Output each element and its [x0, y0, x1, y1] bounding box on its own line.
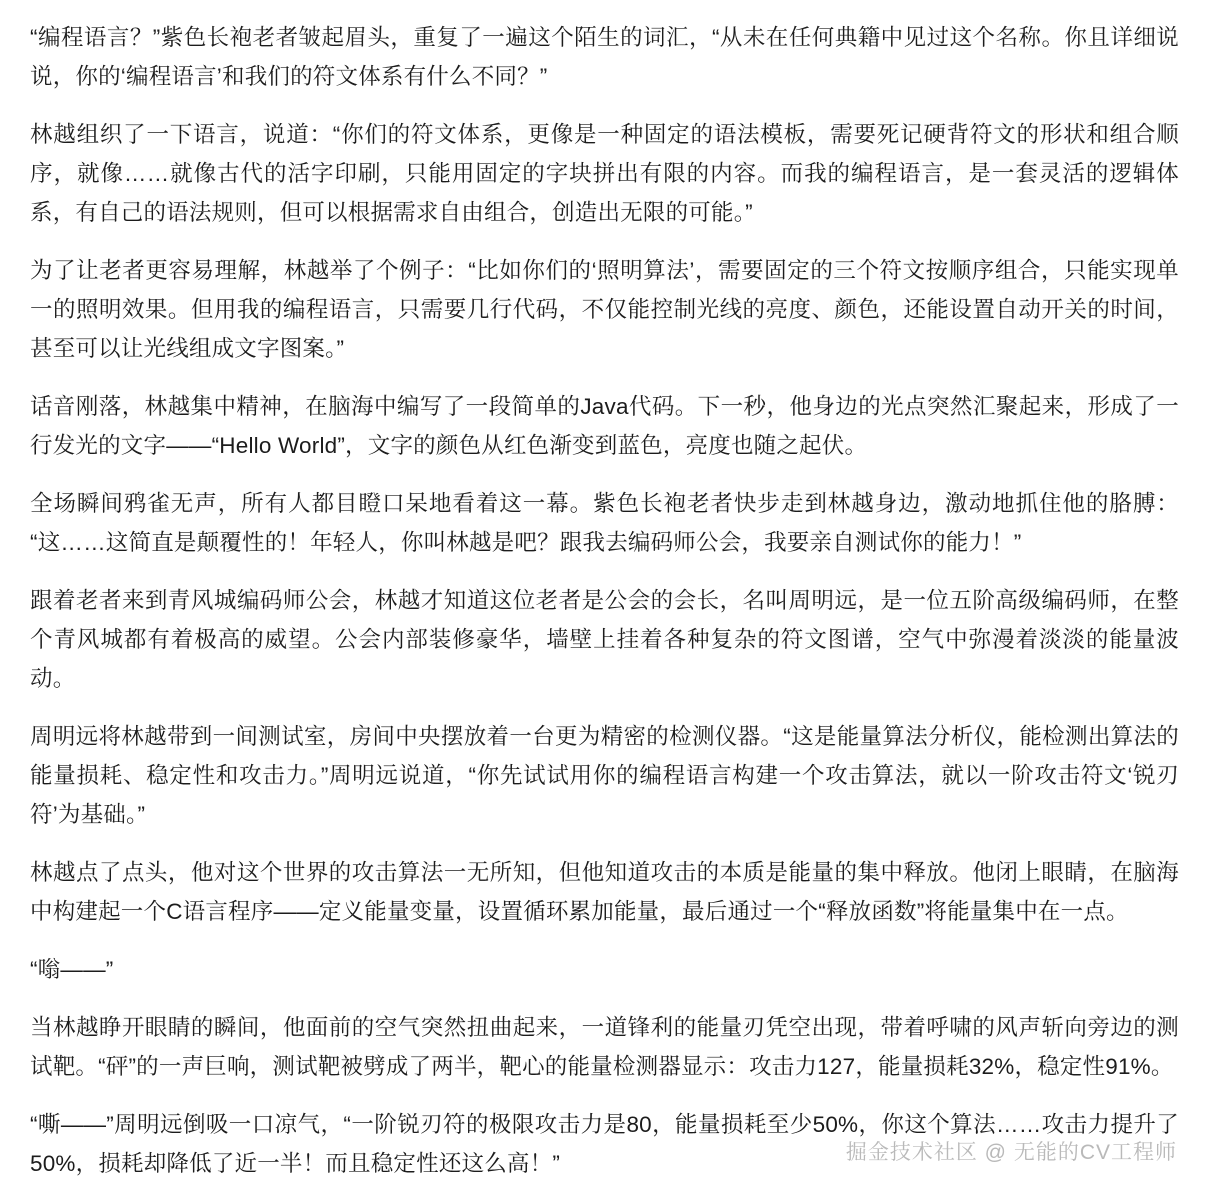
paragraph: 全场瞬间鸦雀无声，所有人都目瞪口呆地看着这一幕。紫色长袍老者快步走到林越身边，激动地抓住他的胳膊：“这……这简直是颠覆性的！年轻人，你叫林越是吧？跟我去编码师公会，我要亲自测试你的能力！” — [30, 491, 1179, 555]
paragraph: 当林越睁开眼睛的瞬间，他面前的空气突然扭曲起来，一道锋利的能量刃凭空出现，带着呼啸的风声斩向旁边的测试靶。“砰”的一声巨响，测试靶被劈成了两半，靶心的能量检测器显示：攻击力127，能量损耗32%，稳定性91%。 — [30, 1015, 1179, 1079]
paragraph: 周明远将林越带到一间测试室，房间中央摆放着一台更为精密的检测仪器。“这是能量算法分析仪，能检测出算法的能量损耗、稳定性和攻击力。”周明远说道，“你先试试用你的编程语言构建一个攻击算法，就以一阶攻击符文‘锐刃符’为基础。” — [30, 724, 1179, 827]
paragraph: “嗡——” — [30, 957, 114, 982]
paragraph: 跟着老者来到青风城编码师公会，林越才知道这位老者是公会的会长，名叫周明远，是一位五阶高级编码师，在整个青风城都有着极高的威望。公会内部装修豪华，墙壁上挂着各种复杂的符文图谱，空气中弥漫着淡淡的能量波动。 — [30, 588, 1179, 691]
paragraph: 为了让老者更容易理解，林越举了个例子：“比如你们的‘照明算法’，需要固定的三个符文按顺序组合，只能实现单一的照明效果。但用我的编程语言，只需要几行代码，不仅能控制光线的亮度、颜色，还能设置自动开关的时间，甚至可以让光线组成文字图案。” — [30, 258, 1179, 361]
paragraph: 林越组织了一下语言，说道：“你们的符文体系，更像是一种固定的语法模板，需要死记硬背符文的形状和组合顺序，就像……就像古代的活字印刷，只能用固定的字块拼出有限的内容。而我的编程语言，是一套灵活的逻辑体系，有自己的语法规则，但可以根据需求自由组合，创造出无限的可能。” — [30, 122, 1179, 225]
watermark: 掘金技术社区 @ 无能的CV工程师 — [845, 1141, 1177, 1164]
paragraph: 林越点了点头，他对这个世界的攻击算法一无所知，但他知道攻击的本质是能量的集中释放。他闭上眼睛，在脑海中构建起一个C语言程序——定义能量变量，设置循环累加能量，最后通过一个“释放函数”将能量集中在一点。 — [30, 860, 1179, 924]
paragraph: “嘶——”周明远倒吸一口凉气，“一阶锐刃符的极限攻击力是80，能量损耗至少50%，你这个算法……攻击力提升了50%，损耗却降低了近一半！而且稳定性还这么高！” — [30, 1112, 1179, 1176]
paragraph: 话音刚落，林越集中精神，在脑海中编写了一段简单的Java代码。下一秒，他身边的光点突然汇聚起来，形成了一行发光的文字——“Hello World”，文字的颜色从红色渐变到蓝色，亮度也随之起伏。 — [30, 394, 1179, 458]
paragraph: “编程语言？”紫色长袍老者皱起眉头，重复了一遍这个陌生的词汇，“从未在任何典籍中见过这个名称。你且详细说说，你的‘编程语言’和我们的符文体系有什么不同？” — [30, 25, 1179, 89]
